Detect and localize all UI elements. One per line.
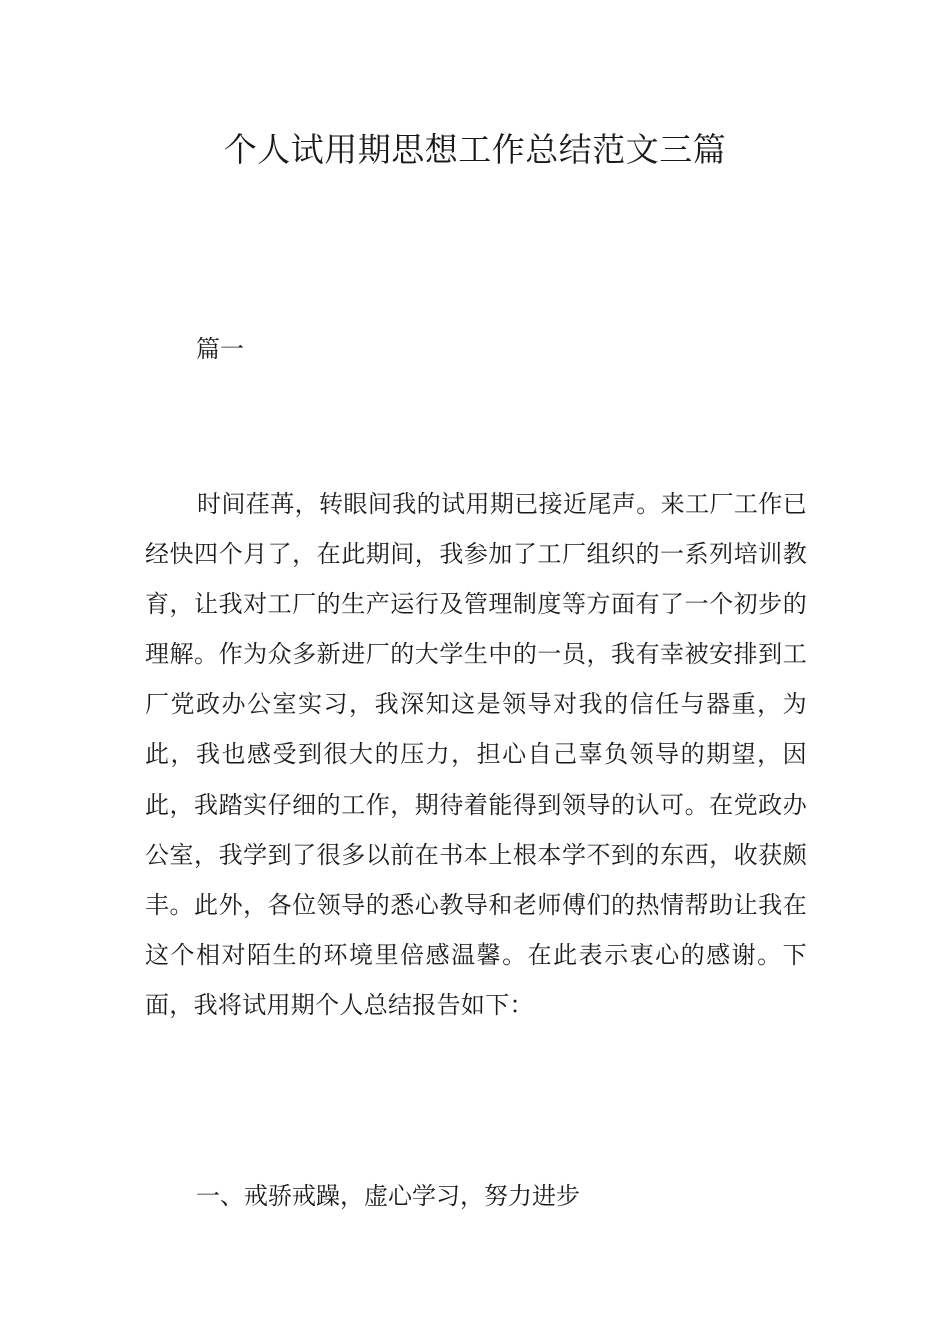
section-heading: 一、戒骄戒躁，虚心学习，努力进步 xyxy=(196,1182,580,1210)
body-paragraph: 时间荏苒，转眼间我的试用期已接近尾声。来工厂工作已经快四个月了，在此期间，我参加了工厂组织的一系列培训教育，让我对工厂的生产运行及管理制度等方面有了一个初步的理解。作为众多新进厂的大学生中的一员，我有幸被安排到工厂党政办公室实习，我深知这是领导对我的信任与器重，为此，我也感受到很大的压力，担心自己辜负领导的期望，因此，我踏实仔细的工作，期待着能得到领导的认可。在党政办公室，我学到了很多以前在书本上根本学不到的东西，收获颇丰。此外，各位领导的悉心教导和老师傅们的热情帮助让我在这个相对陌生的环境里倍感温馨。在此表示衷心的感谢。下面，我将试用期个人总结报告如下： xyxy=(145,490,807,1019)
document-title: 个人试用期思想工作总结范文三篇 xyxy=(223,130,727,169)
section-label: 篇一 xyxy=(196,335,244,363)
